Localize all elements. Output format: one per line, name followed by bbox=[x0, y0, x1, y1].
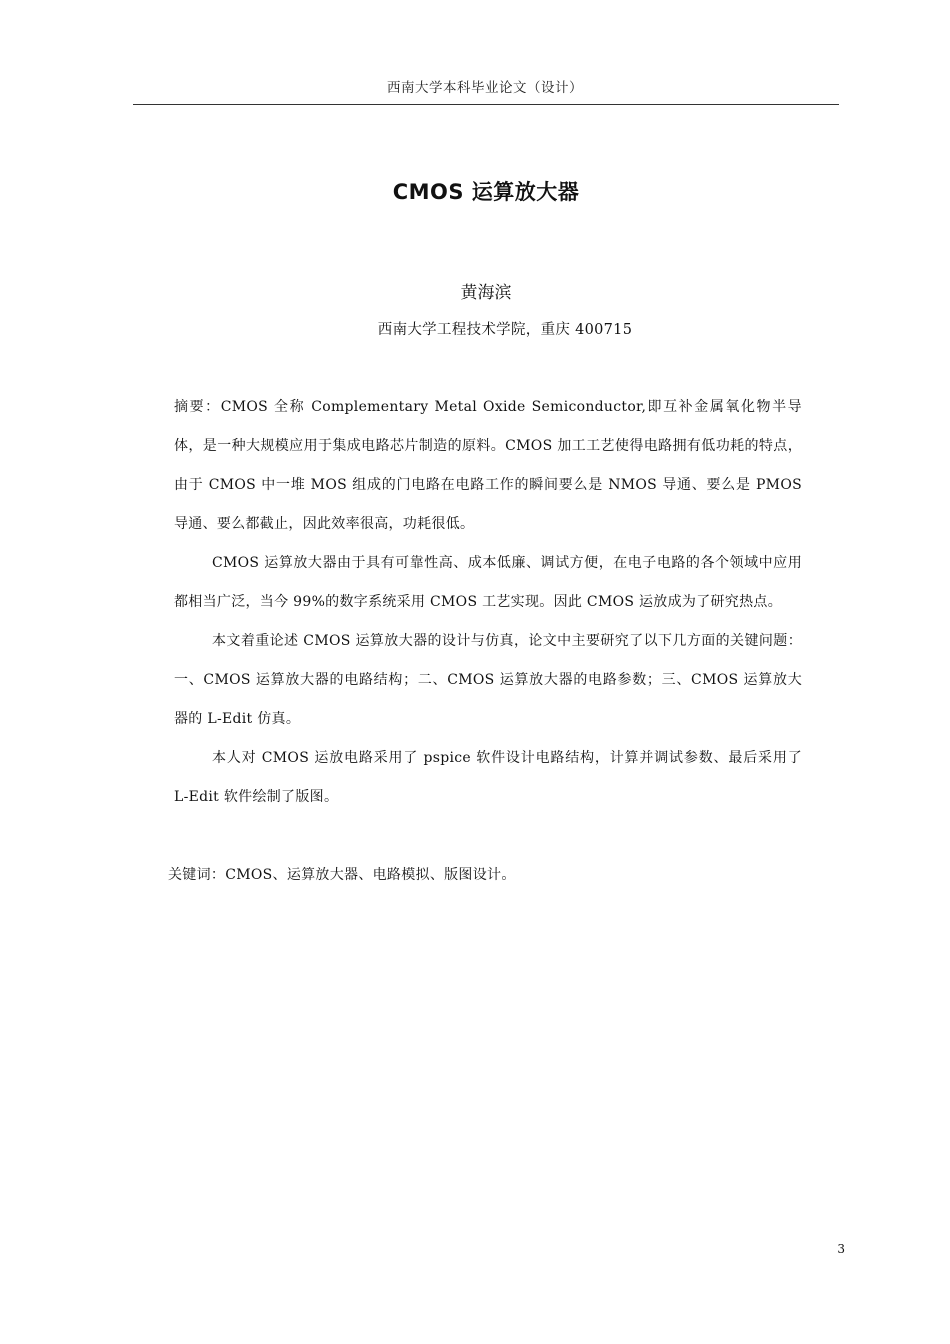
abstract-paragraph: 本人对 CMOS 运放电路采用了 pspice 软件设计电路结构，计算并调试参数、最后采用了 L-Edit 软件绘制了版图。 bbox=[174, 750, 802, 805]
abstract-paragraph: CMOS 运算放大器由于具有可靠性高、成本低廉、调试方便，在电子电路的各个领域中应用都相当广泛，当今 99%的数字系统采用 CMOS 工艺实现。因此 CMOS 运放成为了研究热点。 bbox=[174, 555, 802, 610]
abstract-paragraph: 摘要：CMOS 全称 Complementary Metal Oxide Semiconductor,即互补金属氧化物半导体，是一种大规模应用于集成电路芯片制造的原料。CMOS 加工工艺使得电路拥有低功耗的特点，由于 CMOS 中一堆 MOS 组成的门电路在电路工作的瞬间要么是 NMOS 导通、要么是 PMOS 导通、要么都截止，因此效率很高，功耗很低。 bbox=[174, 399, 802, 532]
abstract-paragraph: 本文着重论述 CMOS 运算放大器的设计与仿真，论文中主要研究了以下几方面的关键问题：一、CMOS 运算放大器的电路结构；二、CMOS 运算放大器的电路参数；三、CMOS 运算放大器的 L-Edit 仿真。 bbox=[174, 633, 802, 727]
abstract-section bbox=[174, 388, 802, 817]
header-rule bbox=[133, 104, 839, 105]
running-header: 西南大学本科毕业论文（设计） bbox=[387, 80, 583, 96]
paper-title: CMOS 运算放大器 bbox=[392, 180, 580, 204]
page-number: 3 bbox=[837, 1242, 845, 1256]
author-name: 黄海滨 bbox=[460, 283, 512, 303]
keywords-line: 关键词：CMOS、运算放大器、电路模拟、版图设计。 bbox=[168, 867, 516, 883]
author-affiliation: 西南大学工程技术学院，重庆 400715 bbox=[377, 322, 633, 338]
